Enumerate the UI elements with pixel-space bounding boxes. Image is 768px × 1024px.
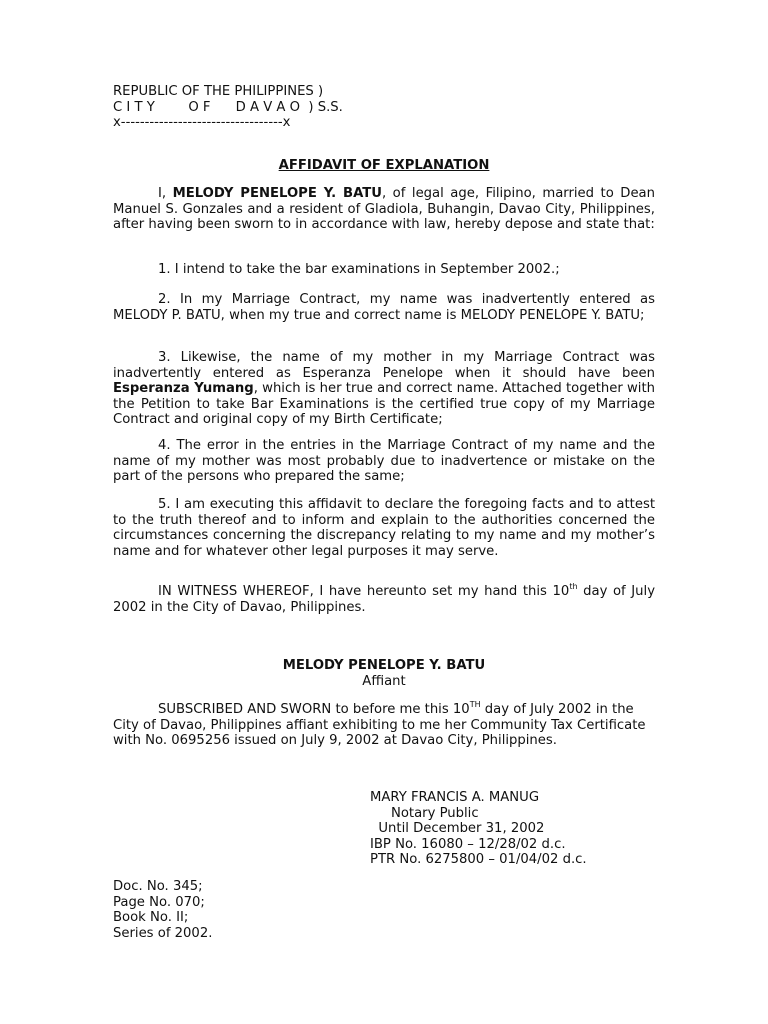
witness-clause: IN WITNESS WHEREOF, I have hereunto set my hand this 10th day of July 2002 in the City of Davao, Philippines. [113,582,655,615]
affiant-name: MELODY PENELOPE Y. BATU [172,186,382,201]
signature-name: MELODY PENELOPE Y. BATU [282,658,486,673]
notary-ptr: PTR No. 6275800 – 01/04/02 d.c. [370,852,587,867]
jurat-paragraph: SUBSCRIBED AND SWORN to before me this 10TH day of July 2002 in the City of Davao, Philippines affiant exhibiting to me her Community Tax Certificate with No. 0695256 issued on July 9, 2002 at Davao City, Philippines. [113,700,646,748]
notary-name: MARY FRANCIS A. MANUG [370,790,540,805]
notary-ibp: IBP No. 16080 – 12/28/02 d.c. [370,836,566,852]
notary-title: Notary Public [370,805,479,821]
caption-city: C I T Y O F D A V A O ) S.S. [113,99,343,115]
doc-reference [113,879,212,941]
signature-role: Affiant [362,673,406,689]
document-title: AFFIDAVIT OF EXPLANATION [278,158,490,173]
caption-block [113,84,655,131]
item-1: 1. I intend to take the bar examinations in September 2002.; [158,262,560,277]
item-3: 3. Likewise, the name of my mother in my Marriage Contract was inadvertently entered as Esperanza Penelope when it should have been Esperanza Yumang, which is her true and correct name. Attached together with the Petition to take Bar Examinations is the certified true copy of my Marriage Contract and original copy of my Birth Certificate; [113,350,655,427]
notary-block [370,790,630,868]
item-5: 5. I am executing this affidavit to declare the foregoing facts and to attest to the truth thereof and to inform and explain to the authorities concerned the circumstances concerning the discrepancy relating to my name and my mother’s name and for whatever other legal purposes it may serve. [113,497,655,559]
notary-until: Until December 31, 2002 [370,821,545,836]
page-no: Page No. 070; [113,894,205,910]
mother-name: Esperanza Yumang [113,381,254,396]
item-2: 2. In my Marriage Contract, my name was inadvertently entered as MELODY P. BATU, when my true and correct name is MELODY PENELOPE Y. BATU; [113,292,655,323]
caption-divider: x----------------------------------x [113,115,291,130]
intro-paragraph: I, MELODY PENELOPE Y. BATU, of legal age, Filipino, married to Dean Manuel S. Gonzales and a resident of Gladiola, Buhangin, Davao City, Philippines, after having been sworn to in accordance with law, hereby depose and state that: [113,186,655,232]
caption-republic: REPUBLIC OF THE PHILIPPINES ) [113,84,324,99]
item-4: 4. The error in the entries in the Marriage Contract of my name and the name of my mother was most probably due to inadvertence or mistake on the part of the persons who prepared the same; [113,438,655,484]
doc-no: Doc. No. 345; [113,879,203,894]
book-no: Book No. II; [113,910,189,925]
series: Series of 2002. [113,925,213,941]
affiant-signature [0,658,768,689]
